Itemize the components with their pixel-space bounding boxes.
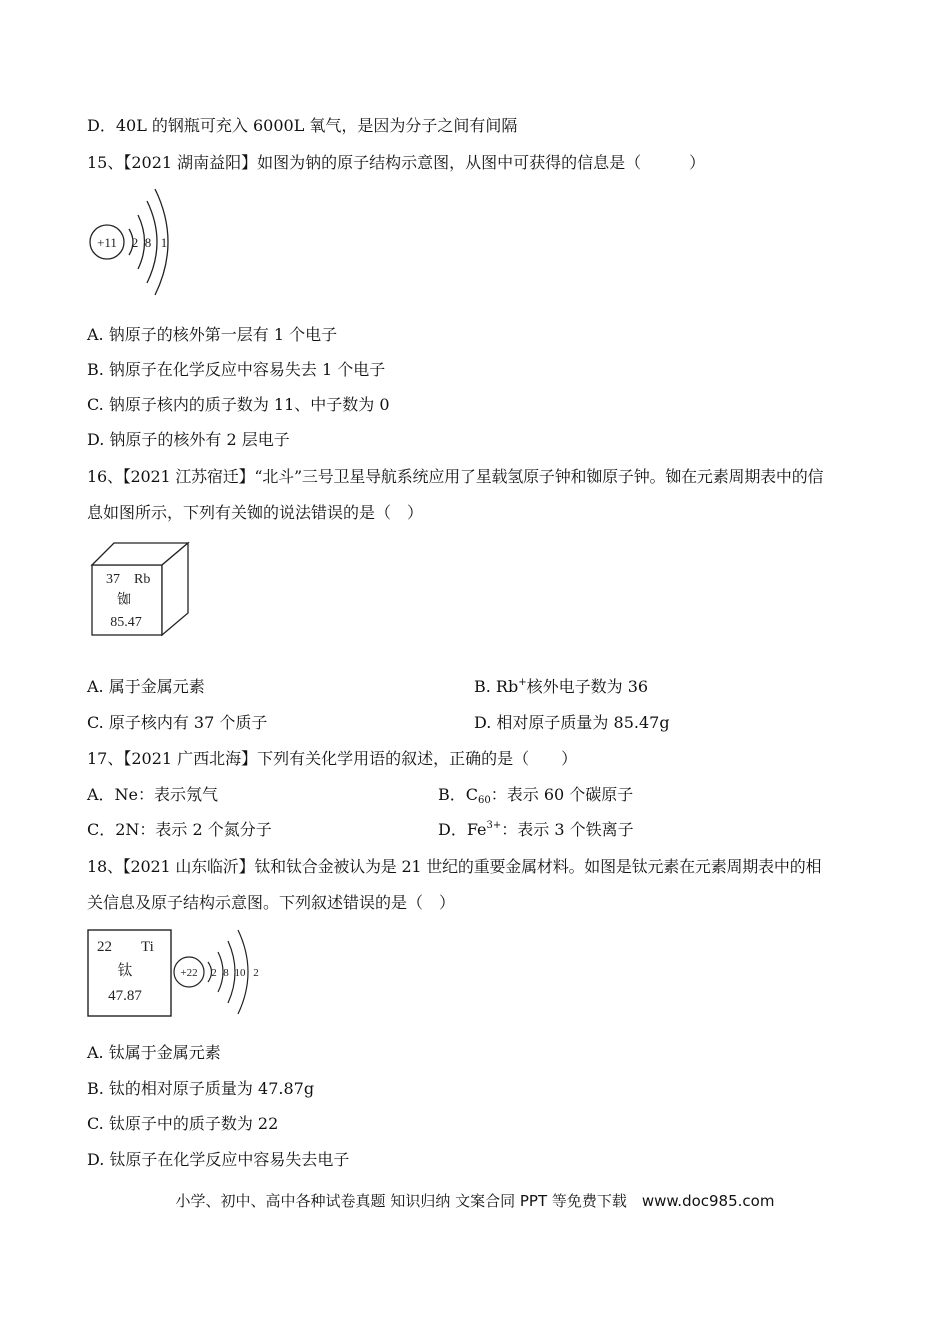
sodium-shell-1: 2 bbox=[131, 235, 139, 250]
q18-option-c: C. 钛原子中的质子数为 22 bbox=[87, 1114, 279, 1133]
q18-option-b: B. 钛的相对原子质量为 47.87g bbox=[87, 1079, 315, 1098]
q18-stem-line1: 18、【2021 山东临沂】钛和钛合金被认为是 21 世纪的重要金属材料。如图是钛元素在元素周期表中的相 bbox=[87, 857, 822, 876]
q15-option-c: C. 钠原子核内的质子数为 11、中子数为 0 bbox=[87, 395, 390, 414]
titanium-shell-2: 8 bbox=[223, 967, 229, 979]
q15-option-a: A. 钠原子的核外第一层有 1 个电子 bbox=[87, 325, 338, 344]
rubidium-atomic-number: 37 bbox=[106, 572, 120, 587]
q16-option-d: D. 相对原子质量为 85.47g bbox=[474, 713, 670, 732]
q17-option-c: C．2N：表示 2 个氮分子 bbox=[87, 820, 272, 839]
q16-stem-line2: 息如图所示，下列有关铷的说法错误的是（ ） bbox=[87, 503, 424, 522]
q17-option-b: B．$C_{60}$：表示 60 个碳原子 bbox=[438, 785, 634, 806]
q15-option-d: D. 钠原子的核外有 2 层电子 bbox=[87, 430, 290, 449]
titanium-shell-3: 10 bbox=[234, 967, 246, 979]
q18-option-d: D. 钛原子在化学反应中容易失去电子 bbox=[87, 1150, 350, 1169]
titanium-nucleus-charge: +22 bbox=[180, 967, 198, 979]
rubidium-name: 铷 bbox=[117, 593, 131, 608]
q16-option-c: C. 原子核内有 37 个质子 bbox=[87, 713, 268, 732]
rubidium-element-cell bbox=[90, 541, 192, 637]
q18-option-a: A. 钛属于金属元素 bbox=[87, 1043, 221, 1062]
q17-option-a: A．Ne：表示氖气 bbox=[87, 785, 219, 804]
q17-option-d: D．$Fe^{3+}$：表示 3 个铁离子 bbox=[438, 820, 634, 839]
titanium-atomic-number: 22 bbox=[97, 939, 112, 955]
titanium-atom-structure-diagram bbox=[170, 924, 270, 1020]
q14-option-d: D．40L 的钢瓶可充入 6000L 氧气，是因为分子之间有间隔 bbox=[87, 116, 518, 135]
q18-stem-line2: 关信息及原子结构示意图。下列叙述错误的是（ ） bbox=[87, 893, 456, 912]
titanium-symbol: Ti bbox=[141, 939, 154, 955]
q16-option-b: B. Rb+核外电子数为 36 bbox=[474, 677, 649, 696]
titanium-shell-1: 2 bbox=[211, 967, 217, 979]
sodium-shell-2: 8 bbox=[144, 235, 152, 250]
titanium-mass: 47.87 bbox=[108, 988, 142, 1004]
sodium-nucleus-charge: +11 bbox=[97, 235, 117, 250]
sodium-atom-structure-diagram bbox=[85, 185, 185, 300]
q15-option-b: B. 钠原子在化学反应中容易失去 1 个电子 bbox=[87, 360, 386, 379]
q16-option-a: A. 属于金属元素 bbox=[87, 677, 205, 696]
titanium-name: 钛 bbox=[117, 963, 133, 979]
q17-stem: 17、【2021 广西北海】下列有关化学用语的叙述，正确的是（ ） bbox=[87, 749, 578, 768]
q16-stem-line1: 16、【2021 江苏宿迁】“北斗”三号卫星导航系统应用了星载氢原子钟和铷原子钟。铷在元素周期表中的信 bbox=[87, 467, 824, 486]
rubidium-symbol: Rb bbox=[134, 572, 151, 587]
q15-stem: 15、【2021 湖南益阳】如图为钠的原子结构示意图，从图中可获得的信息是（ ） bbox=[87, 153, 706, 172]
page-footer: 小学、初中、高中各种试卷真题 知识归纳 文案合同 PPT 等免费下载 www.doc985.com bbox=[175, 1192, 775, 1210]
rubidium-mass: 85.47 bbox=[110, 615, 142, 630]
sodium-shell-3: 1 bbox=[160, 235, 168, 250]
titanium-shell-4: 2 bbox=[253, 967, 259, 979]
titanium-element-cell bbox=[87, 929, 173, 1019]
